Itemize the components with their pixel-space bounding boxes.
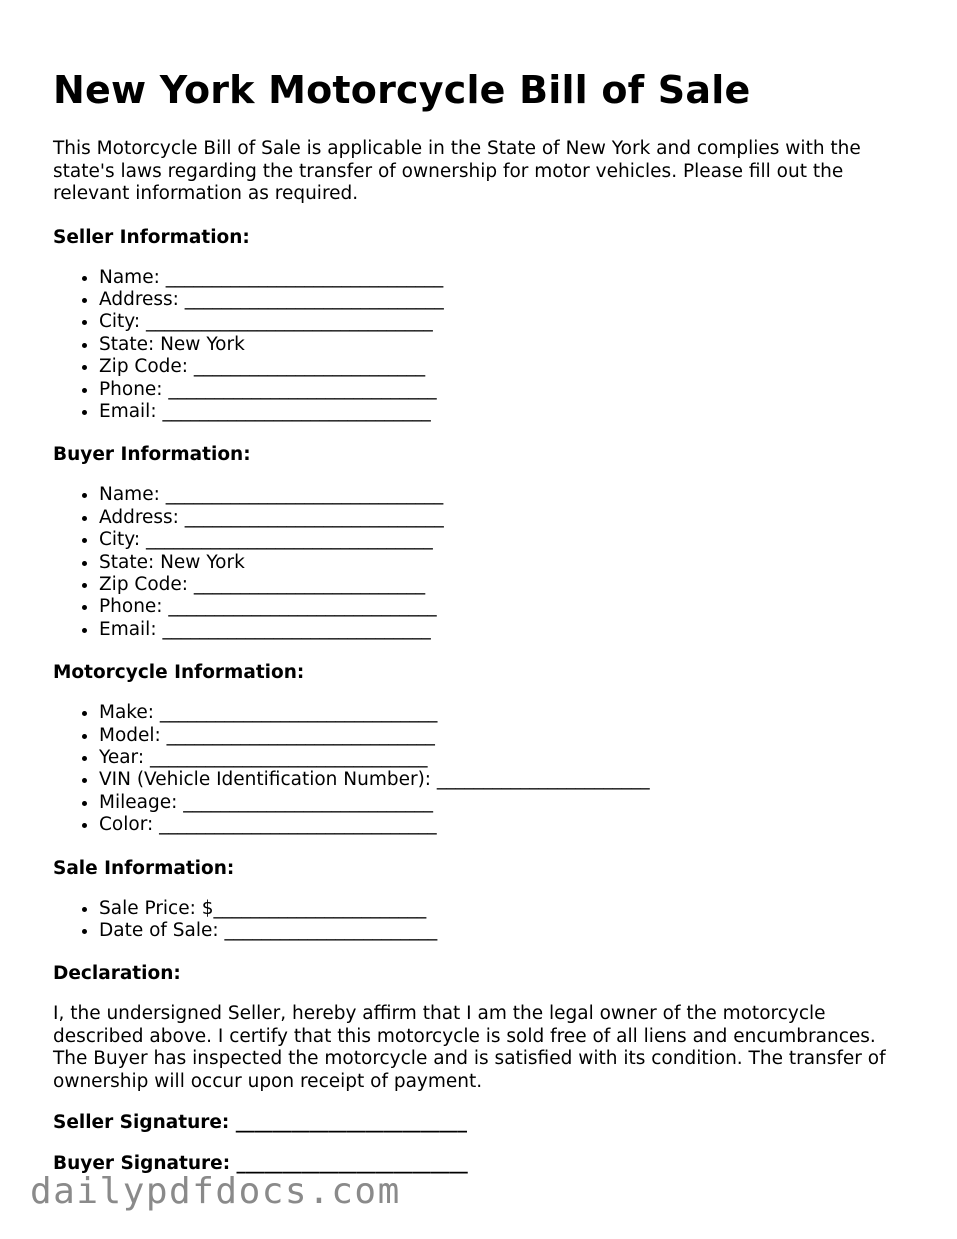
motorcycle-make-field: • Make: ______________________________ (99, 702, 913, 724)
motorcycle-field-list (53, 702, 913, 836)
motorcycle-mileage-field: • Mileage: ___________________________ (99, 792, 913, 814)
declaration-paragraph: I, the undersigned Seller, hereby affirm that I am the legal owner of the motorcycle described above. I certify that this motorcycle is sold free of all liens and encumbrances. The Buyer has inspected the motorcycle and is satisfied with its condition. The transfer of ownership will occur upon receipt of payment. (53, 1003, 886, 1092)
buyer-email-field: • Email: _____________________________ (99, 619, 913, 641)
site-watermark: dailypdfdocs.com (30, 1171, 401, 1212)
motorcycle-model-field: • Model: _____________________________ (99, 725, 913, 747)
seller-email-field: • Email: _____________________________ (99, 401, 913, 423)
buyer-state-field: • State: New York (99, 552, 913, 574)
buyer-address-field: • Address: ____________________________ (99, 507, 913, 529)
motorcycle-vin-field: • VIN (Vehicle Identification Number): _______________________ (99, 769, 913, 791)
buyer-signature-line: Buyer Signature: _________________________ (53, 1153, 468, 1175)
motorcycle-year-field: • Year: ______________________________ (99, 747, 913, 769)
seller-city-field: • City: _______________________________ (99, 311, 913, 333)
buyer-name-field: • Name: ______________________________ (99, 484, 913, 506)
declaration-heading: Declaration: (53, 963, 181, 985)
motorcycle-heading: Motorcycle Information: (53, 662, 305, 684)
sale-price-field: • Sale Price: $_______________________ (99, 898, 913, 920)
seller-field-list (53, 267, 913, 424)
motorcycle-color-field: • Color: ______________________________ (99, 814, 913, 836)
intro-paragraph: This Motorcycle Bill of Sale is applicable in the State of New York and complies with the state's laws regarding the transfer of ownership for motor vehicles. Please fill out the relevant information as required. (53, 138, 861, 204)
seller-phone-field: • Phone: _____________________________ (99, 379, 913, 401)
bill-of-sale-document (53, 66, 913, 1175)
buyer-city-field: • City: _______________________________ (99, 529, 913, 551)
buyer-zip-field: • Zip Code: _________________________ (99, 574, 913, 596)
seller-address-field: • Address: ____________________________ (99, 289, 913, 311)
buyer-heading: Buyer Information: (53, 444, 251, 466)
seller-state-field: • State: New York (99, 334, 913, 356)
seller-signature-line: Seller Signature: _________________________ (53, 1112, 468, 1134)
sale-date-field: • Date of Sale: _______________________ (99, 920, 913, 942)
seller-zip-field: • Zip Code: _________________________ (99, 356, 913, 378)
document-title: New York Motorcycle Bill of Sale (53, 68, 751, 112)
seller-name-field: • Name: ______________________________ (99, 267, 913, 289)
sale-field-list (53, 898, 913, 943)
seller-heading: Seller Information: (53, 226, 250, 248)
buyer-phone-field: • Phone: _____________________________ (99, 596, 913, 618)
buyer-field-list (53, 484, 913, 641)
sale-heading: Sale Information: (53, 857, 235, 879)
